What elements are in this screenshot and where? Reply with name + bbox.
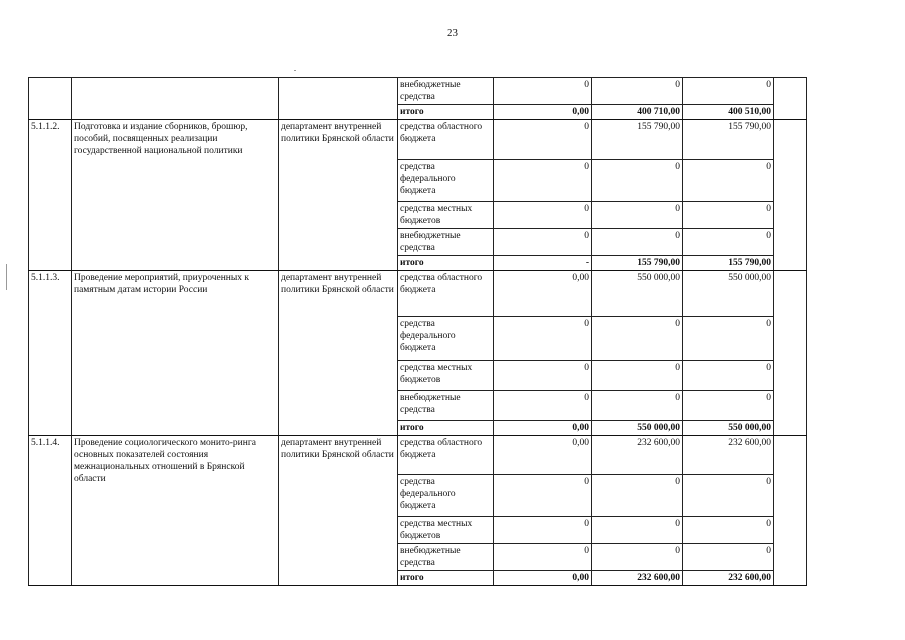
amount-cell: 0 bbox=[494, 361, 592, 391]
measure-executor: департамент внутренней политики Брянской области bbox=[279, 436, 398, 586]
amount-cell: 0 bbox=[494, 544, 592, 571]
amount-cell: 0 bbox=[592, 317, 683, 361]
amount-cell: 0,00 bbox=[494, 571, 592, 586]
funding-source: внебюджетные средства bbox=[398, 78, 494, 105]
funding-source: средства федерального бюджета bbox=[398, 475, 494, 517]
amount-cell: 400 510,00 bbox=[683, 105, 774, 120]
amount-cell: 0 bbox=[494, 229, 592, 256]
amount-cell: 0 bbox=[592, 475, 683, 517]
funding-source: средства федерального бюджета bbox=[398, 160, 494, 202]
empty-cell bbox=[774, 78, 807, 120]
funding-source: средства областного бюджета bbox=[398, 271, 494, 317]
funding-source: средства местных бюджетов bbox=[398, 517, 494, 544]
amount-cell: 232 600,00 bbox=[592, 436, 683, 475]
empty-cell bbox=[774, 436, 807, 586]
funding-source: средства федерального бюджета bbox=[398, 317, 494, 361]
funding-source: средства местных бюджетов bbox=[398, 361, 494, 391]
funding-source: средства областного бюджета bbox=[398, 120, 494, 160]
table-body bbox=[29, 78, 807, 586]
measure-executor: департамент внутренней политики Брянской области bbox=[279, 120, 398, 271]
amount-cell: 155 790,00 bbox=[683, 120, 774, 160]
table-row bbox=[29, 78, 807, 105]
funding-source: итого bbox=[398, 421, 494, 436]
table-row bbox=[29, 271, 807, 317]
amount-cell: 0 bbox=[494, 517, 592, 544]
amount-cell: 155 790,00 bbox=[592, 256, 683, 271]
funding-source: внебюджетные средства bbox=[398, 391, 494, 421]
measure-code bbox=[29, 78, 72, 120]
amount-cell: 550 000,00 bbox=[683, 271, 774, 317]
amount-cell: 0 bbox=[494, 475, 592, 517]
amount-cell: 0 bbox=[683, 229, 774, 256]
measure-name: Проведение социологического монито-ринга основных показателей состояния межнациональных отношений в Брянской области bbox=[72, 436, 279, 586]
funding-source: внебюджетные средства bbox=[398, 229, 494, 256]
amount-cell: 0,00 bbox=[494, 105, 592, 120]
amount-cell: 0 bbox=[592, 544, 683, 571]
amount-cell: 550 000,00 bbox=[592, 421, 683, 436]
scan-mark bbox=[294, 70, 296, 71]
funding-source: средства областного бюджета bbox=[398, 436, 494, 475]
amount-cell: 0 bbox=[494, 120, 592, 160]
amount-cell: 0,00 bbox=[494, 436, 592, 475]
funding-source: внебюджетные средства bbox=[398, 544, 494, 571]
amount-cell: 550 000,00 bbox=[683, 421, 774, 436]
amount-cell: 0,00 bbox=[494, 271, 592, 317]
amount-cell: 0 bbox=[683, 475, 774, 517]
page-number: 23 bbox=[447, 27, 458, 39]
measure-code: 5.1.1.2. bbox=[29, 120, 72, 271]
measure-executor: департамент внутренней политики Брянской области bbox=[279, 271, 398, 436]
table-row bbox=[29, 436, 807, 475]
amount-cell: 0 bbox=[494, 202, 592, 229]
amount-cell: 400 710,00 bbox=[592, 105, 683, 120]
amount-cell: 0 bbox=[592, 517, 683, 544]
amount-cell: 550 000,00 bbox=[592, 271, 683, 317]
amount-cell: 0,00 bbox=[494, 421, 592, 436]
funding-source: итого bbox=[398, 256, 494, 271]
empty-cell bbox=[774, 120, 807, 271]
measure-name: Проведение мероприятий, приуроченных к памятным датам истории России bbox=[72, 271, 279, 436]
budget-table bbox=[28, 77, 807, 586]
funding-source: средства местных бюджетов bbox=[398, 202, 494, 229]
amount-cell: 0 bbox=[592, 202, 683, 229]
amount-cell: 0 bbox=[494, 317, 592, 361]
amount-cell: - bbox=[494, 256, 592, 271]
amount-cell: 0 bbox=[494, 160, 592, 202]
amount-cell: 0 bbox=[683, 202, 774, 229]
amount-cell: 232 600,00 bbox=[683, 436, 774, 475]
amount-cell: 0 bbox=[494, 391, 592, 421]
measure-name bbox=[72, 78, 279, 120]
scan-mark bbox=[6, 264, 7, 290]
amount-cell: 0 bbox=[683, 160, 774, 202]
amount-cell: 0 bbox=[592, 361, 683, 391]
measure-code: 5.1.1.3. bbox=[29, 271, 72, 436]
amount-cell: 0 bbox=[683, 517, 774, 544]
amount-cell: 0 bbox=[592, 160, 683, 202]
amount-cell: 0 bbox=[683, 361, 774, 391]
amount-cell: 155 790,00 bbox=[592, 120, 683, 160]
amount-cell: 0 bbox=[683, 78, 774, 105]
amount-cell: 0 bbox=[592, 391, 683, 421]
funding-source: итого bbox=[398, 571, 494, 586]
amount-cell: 0 bbox=[683, 317, 774, 361]
amount-cell: 0 bbox=[592, 78, 683, 105]
amount-cell: 232 600,00 bbox=[592, 571, 683, 586]
amount-cell: 0 bbox=[683, 391, 774, 421]
amount-cell: 0 bbox=[592, 229, 683, 256]
table-row bbox=[29, 120, 807, 160]
amount-cell: 232 600,00 bbox=[683, 571, 774, 586]
funding-source: итого bbox=[398, 105, 494, 120]
measure-executor bbox=[279, 78, 398, 120]
measure-name: Подготовка и издание сборников, брошюр, пособий, посвященных реализации государственной национальной политики bbox=[72, 120, 279, 271]
measure-code: 5.1.1.4. bbox=[29, 436, 72, 586]
amount-cell: 155 790,00 bbox=[683, 256, 774, 271]
amount-cell: 0 bbox=[683, 544, 774, 571]
empty-cell bbox=[774, 271, 807, 436]
amount-cell: 0 bbox=[494, 78, 592, 105]
